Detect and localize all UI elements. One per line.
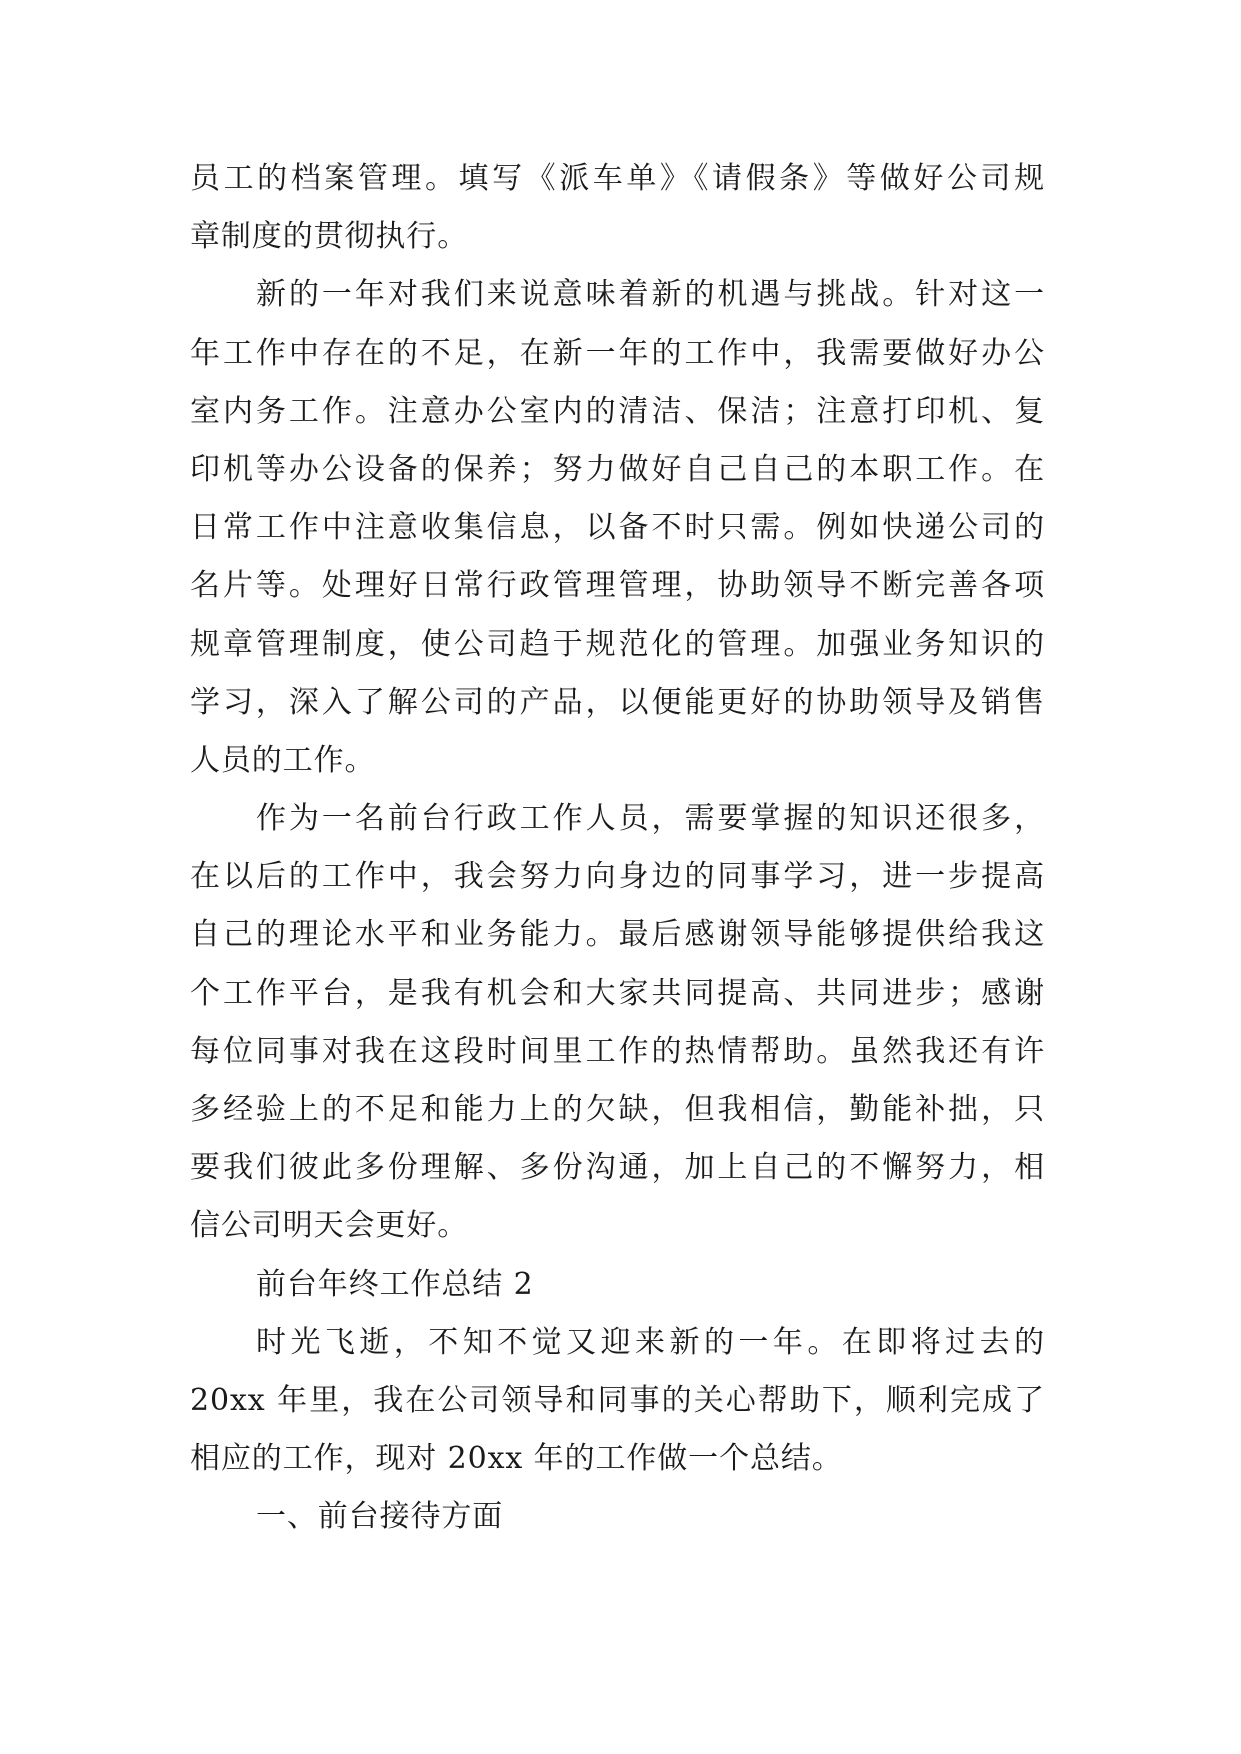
body-text-line: 章制度的贯彻执行。 — [190, 219, 469, 255]
body-text-line: 名片等。处理好日常行政管理管理，协助领导不断完善各项 — [190, 568, 1045, 604]
body-text-line: 员工的档案管理。填写《派车单》《请假条》等做好公司规 — [190, 161, 1045, 196]
body-text-line: 规章管理制度，使公司趋于规范化的管理。加强业务知识的 — [190, 626, 1045, 662]
body-text-line: 相应的工作，现对 20xx 年的工作做一个总结。 — [190, 1441, 843, 1477]
body-text-line: 每位同事对我在这段时间里工作的热情帮助。虽然我还有许 — [190, 1033, 1045, 1069]
body-text-line: 年工作中存在的不足，在新一年的工作中，我需要做好办公 — [190, 335, 1045, 371]
body-text-line: 自己的理论水平和业务能力。最后感谢领导能够提供给我这 — [190, 917, 1045, 953]
body-text-line: 个工作平台，是我有机会和大家共同提高、共同进步；感谢 — [190, 975, 1045, 1011]
body-text-line: 20xx 年里，我在公司领导和同事的关心帮助下，顺利完成了 — [190, 1382, 1045, 1418]
body-text-line: 日常工作中注意收集信息，以备不时只需。例如快递公司的 — [190, 510, 1045, 546]
paragraph-first-line: 时光飞逝，不知不觉又迎来新的一年。在即将过去的 — [256, 1324, 1045, 1360]
body-text-line: 在以后的工作中，我会努力向身边的同事学习，进一步提高 — [190, 859, 1045, 895]
document-page — [190, 150, 1045, 1547]
body-text-line: 信公司明天会更好。 — [190, 1208, 469, 1244]
body-text-line: 印机等办公设备的保养；努力做好自己自己的本职工作。在 — [190, 451, 1045, 487]
body-text-line: 人员的工作。 — [190, 742, 376, 778]
subsection-heading: 一、前台接待方面 — [256, 1499, 504, 1535]
section-heading: 前台年终工作总结 2 — [256, 1266, 534, 1302]
body-text-line: 多经验上的不足和能力上的欠缺，但我相信，勤能补拙，只 — [190, 1092, 1045, 1127]
body-text-line: 学习，深入了解公司的产品，以便能更好的协助领导及销售 — [190, 684, 1045, 720]
body-text-line: 要我们彼此多份理解、多份沟通，加上自己的不懈努力，相 — [190, 1150, 1045, 1186]
paragraph-first-line: 作为一名前台行政工作人员，需要掌握的知识还很多， — [256, 801, 1045, 837]
body-text-line: 室内务工作。注意办公室内的清洁、保洁；注意打印机、复 — [190, 393, 1045, 429]
paragraph-first-line: 新的一年对我们来说意味着新的机遇与挑战。针对这一 — [256, 277, 1045, 313]
